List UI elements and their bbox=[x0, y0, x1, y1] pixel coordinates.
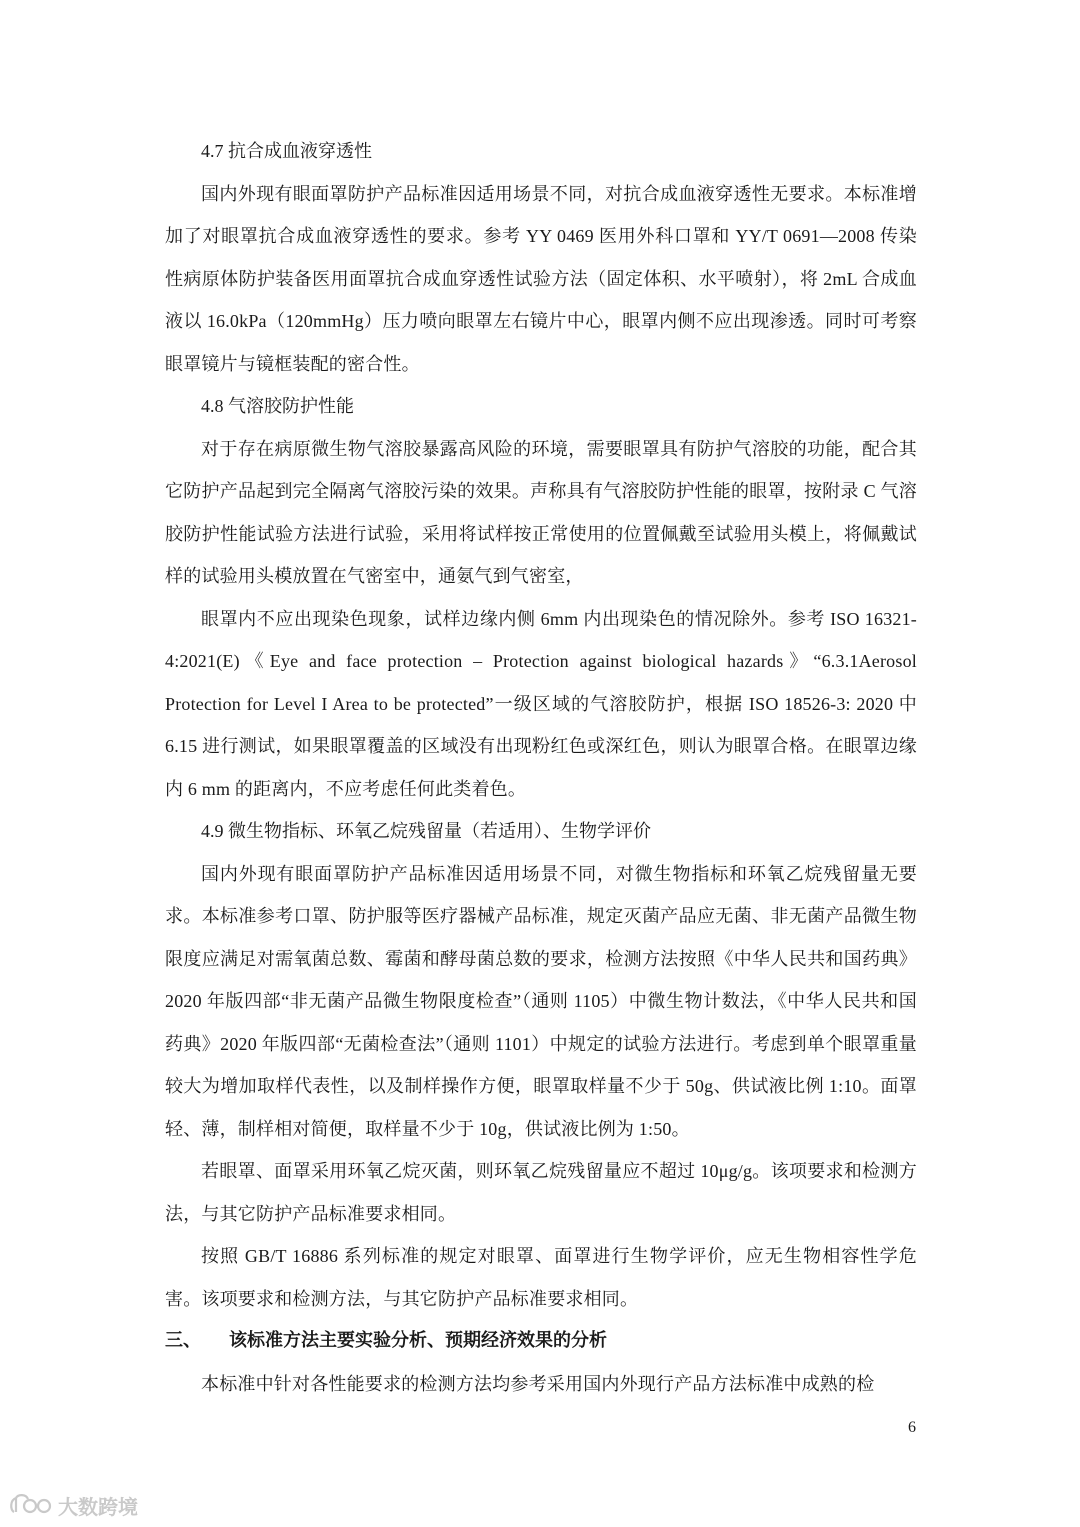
section-4-9-heading: 4.9 微生物指标、环氧乙烷残留量（若适用）、生物学评价 bbox=[201, 821, 651, 841]
watermark bbox=[8, 1490, 138, 1520]
section-4-8-paragraph-2: 眼罩内不应出现染色现象，试样边缘内侧 6mm 内出现染色的情况除外。参考 ISO 16321-4:2021(E)《Eye and face protection – Protection against biological hazards》“6.3.1Aerosol Protection for Level I Area to be protected”一级区域的气溶胶防护，根据 ISO 18526-3: 2020 中 6.15 进行测试，如果眼罩覆盖的区域没有出现粉红色或深红色，则认为眼罩合格。在眼罩边缘内 6 mm 的距离内，不应考虑任何此类着色。 bbox=[165, 608, 917, 799]
watermark-text: 大数跨境 bbox=[58, 1494, 138, 1519]
section-4-7-heading: 4.7 抗合成血液穿透性 bbox=[201, 141, 372, 161]
document-body bbox=[165, 130, 917, 1405]
section-4-7-paragraph-1: 国内外现有眼面罩防护产品标准因适用场景不同，对抗合成血液穿透性无要求。本标准增加了对眼罩抗合成血液穿透性的要求。参考 YY 0469 医用外科口罩和 YY/T 0691—2008 传染性病原体防护装备医用面罩抗合成血穿透性试验方法（固定体积、水平喷射），将 2mL 合成血液以 16.0kPa（120mmHg）压力喷向眼罩左右镜片中心，眼罩内侧不应出现渗透。同时可考察眼罩镜片与镜框装配的密合性。 bbox=[165, 183, 917, 374]
section-4-8-heading: 4.8 气溶胶防护性能 bbox=[201, 396, 354, 416]
section-3-title: 该标准方法主要实验分析、预期经济效果的分析 bbox=[229, 1330, 607, 1351]
brand-logo-icon bbox=[8, 1492, 54, 1518]
section-3-number: 三、 bbox=[165, 1330, 201, 1351]
page-number: 6 bbox=[908, 1419, 916, 1436]
section-3-paragraph-1: 本标准中针对各性能要求的检测方法均参考采用国内外现行产品方法标准中成熟的检 bbox=[201, 1373, 875, 1394]
section-3-heading bbox=[165, 1320, 917, 1363]
section-4-9-paragraph-3: 按照 GB/T 16886 系列标准的规定对眼罩、面罩进行生物学评价，应无生物相容性学危害。该项要求和检测方法，与其它防护产品标准要求相同。 bbox=[165, 1246, 917, 1309]
section-4-9-paragraph-2: 若眼罩、面罩采用环氧乙烷灭菌，则环氧乙烷残留量应不超过 10μg/g。该项要求和检测方法，与其它防护产品标准要求相同。 bbox=[165, 1161, 917, 1224]
section-4-9-paragraph-1: 国内外现有眼面罩防护产品标准因适用场景不同，对微生物指标和环氧乙烷残留量无要求。本标准参考口罩、防护服等医疗器械产品标准，规定灭菌产品应无菌、非无菌产品微生物限度应满足对需氧菌总数、霉菌和酵母菌总数的要求，检测方法按照《中华人民共和国药典》2020 年版四部“非无菌产品微生物限度检查”（通则 1105）中微生物计数法，《中华人民共和国药典》2020 年版四部“无菌检查法”（通则 1101）中规定的试验方法进行。考虑到单个眼罩重量较大为增加取样代表性，以及制样操作方便，眼罩取样量不少于 50g、供试液比例 1:10。面罩轻、薄，制样相对简便，取样量不少于 10g，供试液比例为 1:50。 bbox=[165, 863, 917, 1139]
section-4-8-paragraph-1: 对于存在病原微生物气溶胶暴露高风险的环境，需要眼罩具有防护气溶胶的功能，配合其它防护产品起到完全隔离气溶胶污染的效果。声称具有气溶胶防护性能的眼罩，按附录 C 气溶胶防护性能试验方法进行试验，采用将试样按正常使用的位置佩戴至试验用头模上，将佩戴试样的试验用头模放置在气密室中，通氨气到气密室， bbox=[165, 438, 917, 586]
